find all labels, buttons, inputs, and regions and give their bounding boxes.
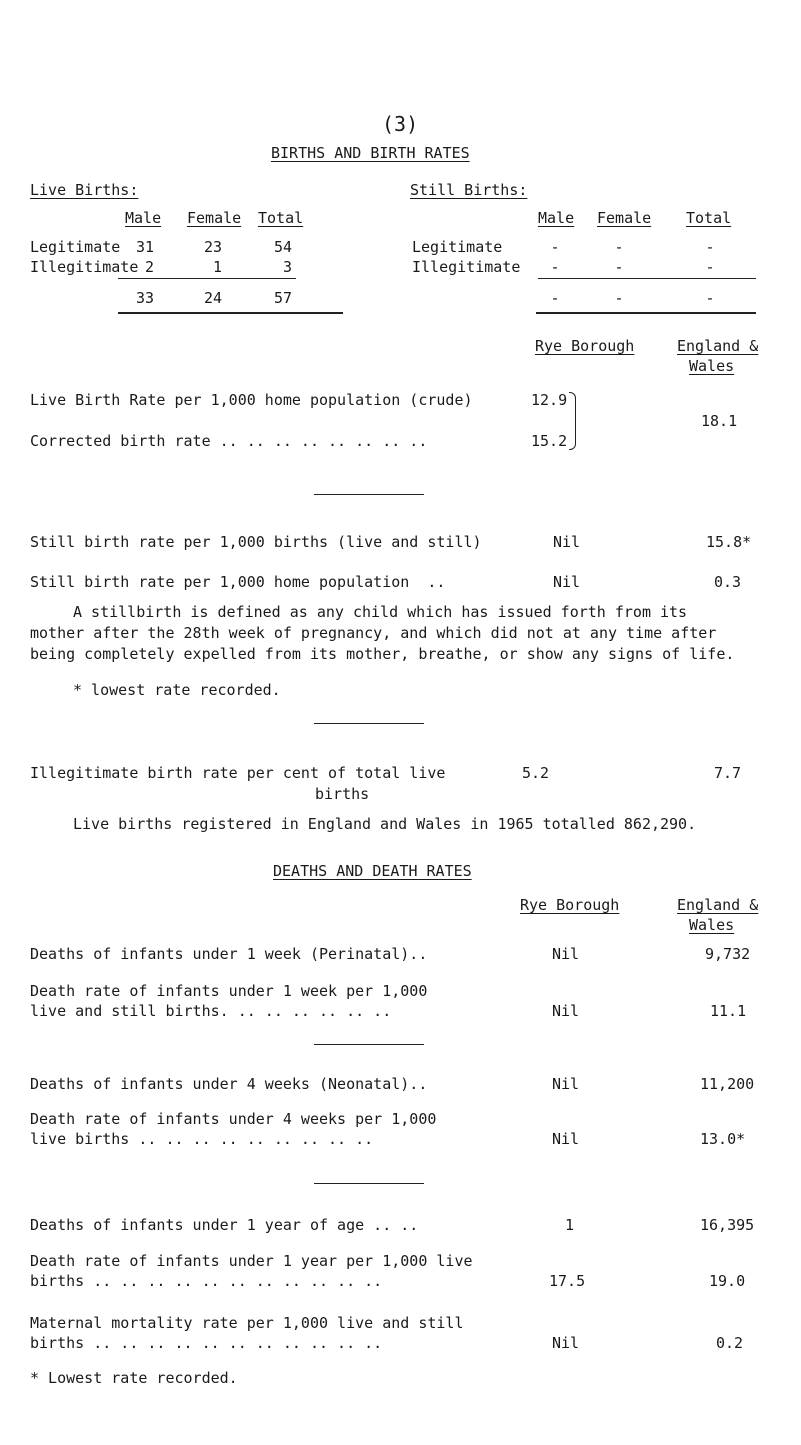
still-row-total: -: [705, 238, 715, 256]
still-pop-rate-rye: Nil: [553, 573, 581, 591]
live-total-total: 57: [273, 289, 292, 307]
live-row-total: 54: [273, 238, 292, 256]
still-row-label: Illegitimate: [412, 258, 521, 276]
definition-line: mother after the 28th week of pregnancy, and which did not at any time after: [30, 624, 717, 642]
section-rule-4: [314, 1183, 424, 1184]
footnote-lowest-rate-2: * Lowest rate recorded.: [30, 1369, 238, 1387]
deaths-row-label: Maternal mortality rate per 1,000 live and still: [30, 1314, 464, 1332]
england-wales-header-2: Wales: [689, 916, 735, 934]
deaths-row-label: Deaths of infants under 4 weeks (Neonatal)..: [30, 1075, 428, 1093]
live-row-label: Illegitimate: [30, 258, 139, 276]
still-pop-rate-label: Still birth rate per 1,000 home population ..: [30, 573, 446, 591]
england-birth-rate: 18.1: [701, 412, 738, 430]
deaths-row-rye: Nil: [552, 945, 580, 963]
live-subtotal-rule: [118, 278, 296, 279]
live-total-female: 24: [203, 289, 222, 307]
deaths-row-rye: Nil: [552, 1334, 580, 1352]
deaths-row-rye: Nil: [552, 1002, 580, 1020]
deaths-row-label-2: births .. .. .. .. .. .. .. .. .. .. ..: [30, 1272, 383, 1290]
still-total-total: -: [705, 289, 715, 307]
still-birth-rate-eng: 15.8*: [706, 533, 752, 551]
births-heading: BIRTHS AND BIRTH RATES: [271, 144, 470, 162]
still-births-label: Still Births:: [410, 181, 528, 199]
live-total-male: 33: [135, 289, 154, 307]
still-pop-rate-eng: 0.3: [714, 573, 742, 591]
deaths-row-label: Deaths of infants under 1 year of age .. ..: [30, 1216, 419, 1234]
deaths-row-eng: 16,395: [700, 1216, 755, 1234]
england-wales-header-2: Wales: [689, 357, 735, 375]
still-col-female: Female: [597, 209, 652, 227]
illegitimate-rate-rye: 5.2: [522, 764, 550, 782]
definition-line: being completely expelled from its mother, breathe, or show any signs of life.: [30, 645, 735, 663]
still-col-total: Total: [686, 209, 732, 227]
deaths-row-eng: 9,732: [705, 945, 751, 963]
still-row-female: -: [614, 258, 624, 276]
deaths-row-eng: 0.2: [716, 1334, 744, 1352]
deaths-row-label-2: live births .. .. .. .. .. .. .. .. ..: [30, 1130, 374, 1148]
still-birth-rate-rye: Nil: [553, 533, 581, 551]
deaths-row-label: Deaths of infants under 1 week (Perinatal)..: [30, 945, 428, 963]
deaths-row-eng: 19.0: [709, 1272, 746, 1290]
live-col-male: Male: [125, 209, 162, 227]
deaths-row-label: Death rate of infants under 1 week per 1,000: [30, 982, 428, 1000]
live-row-label: Legitimate: [30, 238, 121, 256]
still-subtotal-rule: [538, 278, 756, 279]
live-row-male: 2: [144, 258, 154, 276]
definition-line: A stillbirth is defined as any child which has issued forth from its: [73, 603, 688, 621]
still-col-male: Male: [538, 209, 575, 227]
still-row-female: -: [614, 238, 624, 256]
live-total-rule: [118, 312, 343, 314]
section-rule-1: [314, 494, 424, 495]
deaths-row-eng: 11,200: [700, 1075, 755, 1093]
live-birth-rate-label: Live Birth Rate per 1,000 home population (crude): [30, 391, 473, 409]
illegitimate-rate-eng: 7.7: [714, 764, 742, 782]
rye-borough-header: Rye Borough: [520, 896, 620, 914]
section-rule-3: [314, 1044, 424, 1045]
rye-borough-header: Rye Borough: [535, 337, 635, 355]
deaths-row-label: Death rate of infants under 1 year per 1,000 live: [30, 1252, 473, 1270]
england-wales-header: England &: [677, 337, 759, 355]
still-birth-rate-label: Still birth rate per 1,000 births (live and still): [30, 533, 482, 551]
live-row-female: 1: [212, 258, 222, 276]
deaths-heading: DEATHS AND DEATH RATES: [273, 862, 472, 880]
corrected-rate-label: Corrected birth rate .. .. .. .. .. .. .. ..: [30, 432, 428, 450]
footnote-lowest-rate: * lowest rate recorded.: [73, 681, 281, 699]
still-row-male: -: [550, 238, 560, 256]
deaths-row-label: Death rate of infants under 4 weeks per 1,000: [30, 1110, 437, 1128]
deaths-row-eng: 13.0*: [700, 1130, 746, 1148]
live-birth-rate-rye: 12.9: [531, 391, 568, 409]
section-rule-2: [314, 723, 424, 724]
still-row-total: -: [705, 258, 715, 276]
deaths-row-rye: 17.5: [549, 1272, 586, 1290]
illegitimate-rate-label: Illegitimate birth rate per cent of total live: [30, 764, 446, 782]
deaths-row-eng: 11.1: [710, 1002, 747, 1020]
corrected-rate-rye: 15.2: [531, 432, 568, 450]
live-row-total: 3: [282, 258, 292, 276]
deaths-row-label-2: births .. .. .. .. .. .. .. .. .. .. ..: [30, 1334, 383, 1352]
page-number: (3): [382, 112, 419, 136]
live-col-female: Female: [187, 209, 242, 227]
live-row-female: 23: [203, 238, 222, 256]
still-total-female: -: [614, 289, 624, 307]
illegitimate-rate-label-2: births: [315, 785, 370, 803]
deaths-row-rye: Nil: [552, 1130, 580, 1148]
registered-births-note: Live births registered in England and Wales in 1965 totalled 862,290.: [73, 815, 697, 833]
still-row-male: -: [550, 258, 560, 276]
live-births-label: Live Births:: [30, 181, 139, 199]
deaths-row-rye: 1: [565, 1216, 575, 1234]
still-total-rule: [536, 312, 756, 314]
live-row-male: 31: [135, 238, 154, 256]
rate-brace: [569, 392, 576, 450]
still-row-label: Legitimate: [412, 238, 503, 256]
still-total-male: -: [550, 289, 560, 307]
england-wales-header: England &: [677, 896, 759, 914]
deaths-row-rye: Nil: [552, 1075, 580, 1093]
deaths-row-label-2: live and still births. .. .. .. .. .. ..: [30, 1002, 392, 1020]
live-col-total: Total: [258, 209, 304, 227]
